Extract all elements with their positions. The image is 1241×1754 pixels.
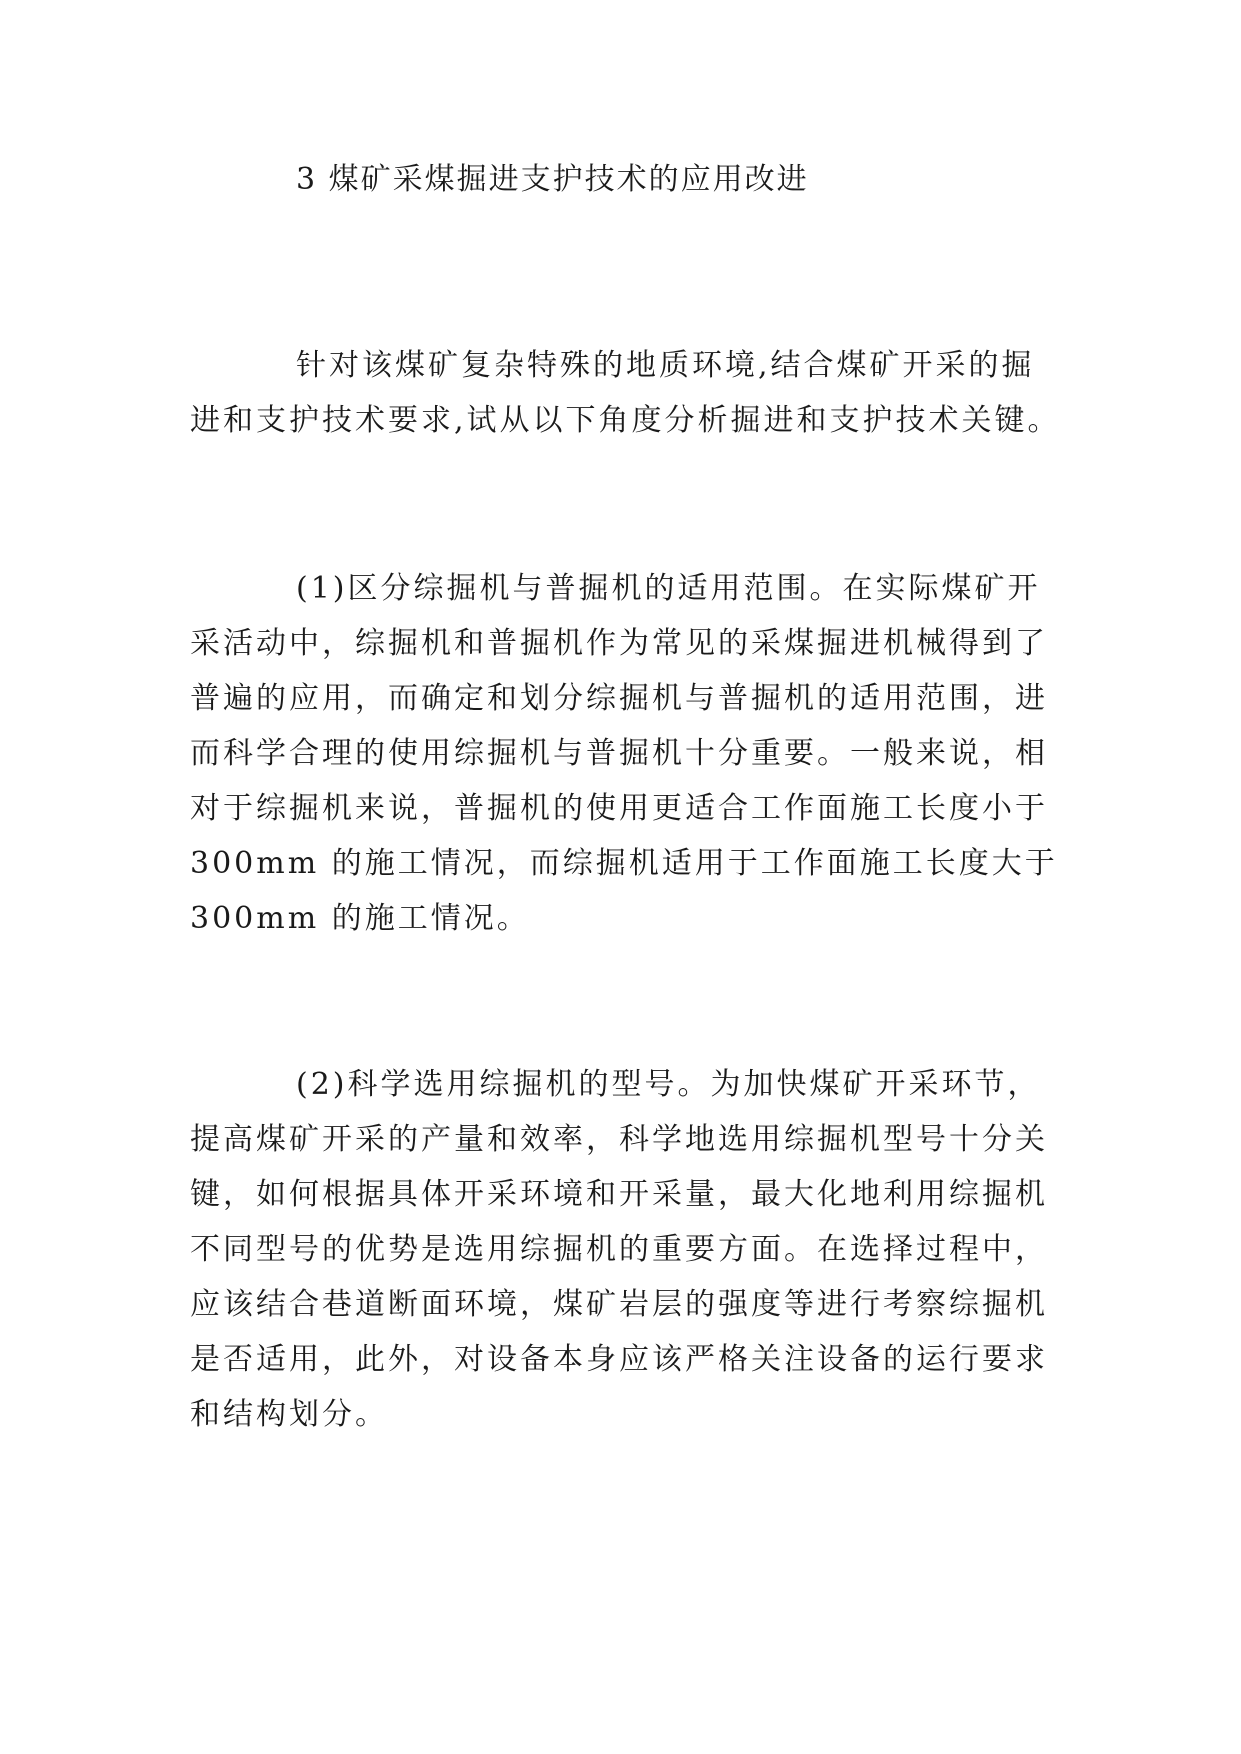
paragraph-item-2 <box>190 1057 1050 1442</box>
paragraph-line: (2)科学选用综掘机的型号。为加快煤矿开采环节， <box>296 1067 1041 1102</box>
paragraph-line: 不同型号的优势是选用综掘机的重要方面。在选择过程中， <box>190 1232 1048 1267</box>
paragraph-line: 应该结合巷道断面环境，煤矿岩层的强度等进行考察综掘机 <box>190 1287 1048 1322</box>
paragraph-line: 针对该煤矿复杂特殊的地质环境,结合煤矿开采的掘 <box>296 348 1035 383</box>
paragraph-line: 进和支护技术要求,试从以下角度分析掘进和支护技术关键。 <box>190 403 1061 438</box>
paragraph-line: 采活动中，综掘机和普掘机作为常见的采煤掘进机械得到了 <box>190 626 1048 661</box>
paragraph-item-1 <box>190 561 1058 946</box>
paragraph-line: 普遍的应用，而确定和划分综掘机与普掘机的适用范围，进 <box>190 681 1048 716</box>
paragraph-line: 而科学合理的使用综掘机与普掘机十分重要。一般来说，相 <box>190 736 1048 771</box>
paragraph-line: 键，如何根据具体开采环境和开采量，最大化地利用综掘机 <box>190 1177 1048 1212</box>
paragraph-line: 是否适用，此外，对设备本身应该严格关注设备的运行要求 <box>190 1342 1048 1377</box>
paragraph-line: 300mm 的施工情况，而综掘机适用于工作面施工长度大于 <box>190 846 1058 881</box>
paragraph-intro <box>190 338 1061 448</box>
paragraph-line: 对于综掘机来说，普掘机的使用更适合工作面施工长度小于 <box>190 791 1048 826</box>
paragraph-line: 300mm 的施工情况。 <box>190 901 530 936</box>
paragraph-line: 和结构划分。 <box>190 1397 388 1432</box>
section-heading: 3 煤矿采煤掘进支护技术的应用改进 <box>296 162 809 197</box>
paragraph-line: (1)区分综掘机与普掘机的适用范围。在实际煤矿开 <box>296 571 1041 606</box>
paragraph-line: 提高煤矿开采的产量和效率，科学地选用综掘机型号十分关 <box>190 1122 1048 1157</box>
